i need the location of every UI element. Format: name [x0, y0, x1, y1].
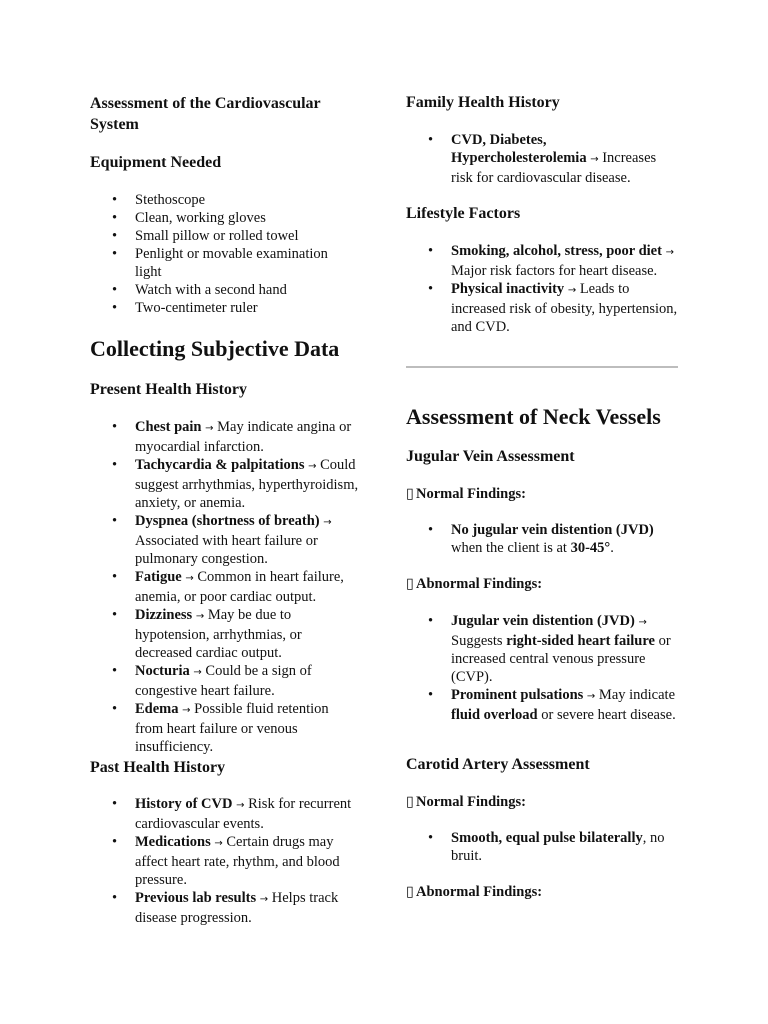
jugular-normal-label: ▯ Normal Findings:	[406, 486, 526, 502]
list-item: • No jugular vein distention (JVD) when the client is at 30-45°.	[406, 521, 678, 557]
arrow-icon: →	[182, 705, 191, 716]
checkbox-icon: ▯	[406, 576, 414, 592]
list-item: • CVD, Diabetes, Hypercholesterolemia → Increases risk for cardiovascular disease.	[406, 131, 678, 187]
checkbox-icon: ▯	[406, 486, 414, 502]
arrow-icon: →	[590, 154, 599, 165]
family-history-list	[406, 131, 678, 187]
list-item: • Nocturia → Could be a sign of congestive heart failure.	[90, 662, 360, 700]
carotid-normal-list	[406, 829, 678, 865]
checkbox-icon: ▯	[406, 884, 414, 900]
arrow-icon: →	[205, 423, 214, 434]
carotid-abnormal-label: ▯ Abnormal Findings:	[406, 884, 543, 900]
list-item: • Smooth, equal pulse bilaterally, no bruit.	[406, 829, 678, 865]
arrow-icon: →	[665, 247, 674, 258]
arrow-icon: →	[586, 691, 596, 702]
arrow-icon: →	[214, 838, 223, 849]
list-item: • Fatigue → Common in heart failure, anemia, or poor cardiac output.	[90, 568, 360, 606]
arrow-icon: →	[638, 617, 647, 628]
arrow-icon: →	[308, 461, 317, 472]
list-item: • Medications → Certain drugs may affect heart rate, rhythm, and blood pressure.	[90, 833, 360, 889]
carotid-heading: Carotid Artery Assessment	[406, 756, 590, 773]
list-item: • Dizziness → May be due to hypotension, arrhythmias, or decreased cardiac output.	[90, 606, 360, 662]
past-history-list	[90, 795, 360, 927]
list-item: • Small pillow or rolled towel	[90, 227, 340, 245]
arrow-icon: →	[185, 573, 194, 584]
arrow-icon: →	[193, 667, 202, 678]
lifestyle-list	[406, 242, 678, 336]
present-history-list	[90, 418, 360, 756]
carotid-normal-label: ▯ Normal Findings:	[406, 794, 526, 810]
arrow-icon: →	[195, 611, 205, 622]
neck-vessels-heading: Assessment of Neck Vessels	[406, 404, 661, 429]
list-item: • History of CVD → Risk for recurrent cardiovascular events.	[90, 795, 360, 833]
jugular-abnormal-list	[406, 612, 678, 724]
list-item: • Penlight or movable examination light	[90, 245, 340, 281]
list-item: • Two-centimeter ruler	[90, 299, 340, 317]
jugular-heading: Jugular Vein Assessment	[406, 448, 575, 465]
arrow-icon: →	[259, 894, 269, 905]
list-item: • Smoking, alcohol, stress, poor diet → Major risk factors for heart disease.	[406, 242, 678, 280]
arrow-icon: →	[236, 800, 245, 811]
jugular-normal-list	[406, 521, 678, 557]
equipment-list	[90, 191, 340, 317]
checkbox-icon: ▯	[406, 794, 414, 810]
list-item: • Watch with a second hand	[90, 281, 340, 299]
past-history-heading: Past Health History	[90, 759, 226, 776]
lifestyle-heading: Lifestyle Factors	[406, 205, 521, 222]
list-item: • Tachycardia & palpitations → Could suggest arrhythmias, hyperthyroidism, anxiety, or anemia.	[90, 456, 360, 512]
list-item: • Jugular vein distention (JVD) → Suggests right-sided heart failure or increased central venous pressure (CVP).	[406, 612, 678, 686]
list-item: • Dyspnea (shortness of breath) → Associated with heart failure or pulmonary congestion.	[90, 512, 360, 568]
list-item: • Clean, working gloves	[90, 209, 340, 227]
section-divider	[406, 366, 678, 368]
subjective-data-heading: Collecting Subjective Data	[90, 336, 340, 361]
equipment-heading: Equipment Needed	[90, 154, 222, 171]
list-item: • Prominent pulsations → May indicate fluid overload or severe heart disease.	[406, 686, 678, 724]
document-title: Assessment of the Cardiovascular System	[90, 95, 321, 133]
list-item: • Physical inactivity → Leads to increased risk of obesity, hypertension, and CVD.	[406, 280, 678, 336]
list-item: • Chest pain → May indicate angina or myocardial infarction.	[90, 418, 360, 456]
arrow-icon: →	[567, 285, 577, 296]
arrow-icon: →	[323, 517, 332, 528]
list-item: • Edema → Possible fluid retention from heart failure or venous insufficiency.	[90, 700, 360, 756]
present-history-heading: Present Health History	[90, 381, 248, 398]
list-item: • Stethoscope	[90, 191, 340, 209]
family-history-heading: Family Health History	[406, 94, 560, 111]
jugular-abnormal-label: ▯ Abnormal Findings:	[406, 576, 543, 592]
list-item: • Previous lab results → Helps track disease progression.	[90, 889, 360, 927]
